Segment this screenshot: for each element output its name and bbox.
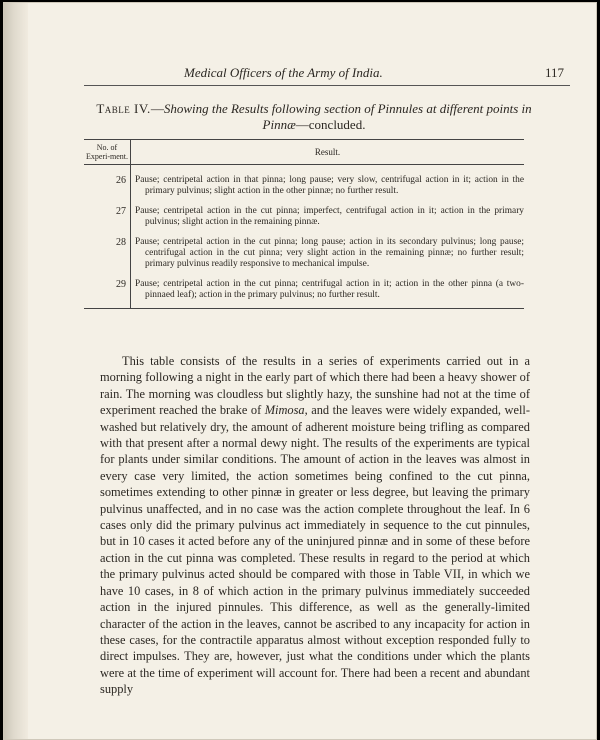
experiment-number: 26 bbox=[84, 165, 131, 207]
page-sheet bbox=[3, 2, 597, 740]
running-title: Medical Officers of the Army of India. bbox=[184, 65, 383, 80]
caption-italic: Showing the Results following section of Pinnules at different points in Pinnæ bbox=[163, 101, 532, 132]
experiment-result: Pause; centripetal action in that pinna; long pause; very slow, centrifugal action in it; action in the primary pulvinus; slight action in the other pinnæ; no further result. bbox=[135, 175, 524, 196]
body-text bbox=[100, 353, 530, 698]
body-italic-word: Mimosa bbox=[264, 403, 305, 418]
table-caption bbox=[94, 101, 534, 133]
experiment-number: 27 bbox=[84, 206, 131, 237]
body-text-part-2: , and the leaves were widely expanded, well-washed but relatively dry, the amount of adherent moisture being trifling as compared with that present after a normal dewy night. The results of the experiments are typical for plants under similar conditions. The amount of action in the leaves was almost in every case very limited, the action sometimes being confined to the cut pinna, sometimes extending to other pinnæ in greater or less degree, but leaving the primary pulvinus unaffected, and in no case was the action complete throughout the leaf. In 6 cases only did the primary pulvinus act immediately in sequence to the cut pinnules, but in 10 cases it acted before any of the uninjured pinnæ and in some of these before action in the cut pinna was completed. These results in regard to the period at which the primary pulvinus acted should be compared with those in Table VII, in which we have 10 cases, in 8 of which action in the primary pulvinus immediately succeeded action in the injured pinnules. This difference, as well as the generally-limited character of the action in the leaves, cannot be ascribed to any incapacity for action in these cases, for the contractile apparatus almost without exception responded fully to direct impulses. They are, however, just what the conditions under which the plants were at the time of experiment will account for. There had been a recent and abundant supply bbox=[100, 403, 530, 697]
experiment-number: 29 bbox=[84, 279, 131, 309]
header-experiment-number: No. of Experi-ment. bbox=[84, 140, 131, 165]
table-row bbox=[84, 165, 524, 207]
experiment-result: Pause; centripetal action in the cut pinna; long pause; action in its secondary pulvinus; long pause; centrifugal action in the cut pinna; very slight action in the remaining pinnæ; no further result; primary pulvinus readily responsive to mechanical impulse. bbox=[135, 237, 524, 269]
header-result: Result. bbox=[131, 140, 525, 165]
caption-dash: — bbox=[150, 101, 164, 116]
table-header-row bbox=[84, 140, 524, 165]
page-number: 117 bbox=[544, 65, 564, 80]
table-row bbox=[84, 237, 524, 279]
results-table bbox=[84, 139, 524, 309]
experiment-result: Pause; centripetal action in the cut pinna; imperfect, centrifugal action in it; action in the primary pulvinus; slight action in the remaining pinnæ. bbox=[135, 206, 524, 227]
body-text-part-1: This table consists of the results in a series of experiments carried out in a morning following a night in the early part of which there had been a heavy shower of rain. The morning was cloudless but slightly hazy, the sunshine had not at the time of experiment reached the brake of bbox=[100, 354, 530, 418]
header-rule bbox=[84, 85, 570, 86]
experiment-number: 28 bbox=[84, 237, 131, 279]
binding-shadow bbox=[4, 3, 28, 739]
table-row bbox=[84, 279, 524, 309]
experiment-result: Pause; centripetal action in the cut pinna; centrifugal action in it; action in the other pinna (a two-pinnaed leaf); action in the primary pulvinus; no further result. bbox=[135, 279, 524, 300]
caption-label: Table IV. bbox=[96, 101, 151, 116]
caption-tail: —concluded. bbox=[295, 117, 366, 132]
body-paragraph bbox=[100, 353, 530, 698]
table-row bbox=[84, 206, 524, 237]
